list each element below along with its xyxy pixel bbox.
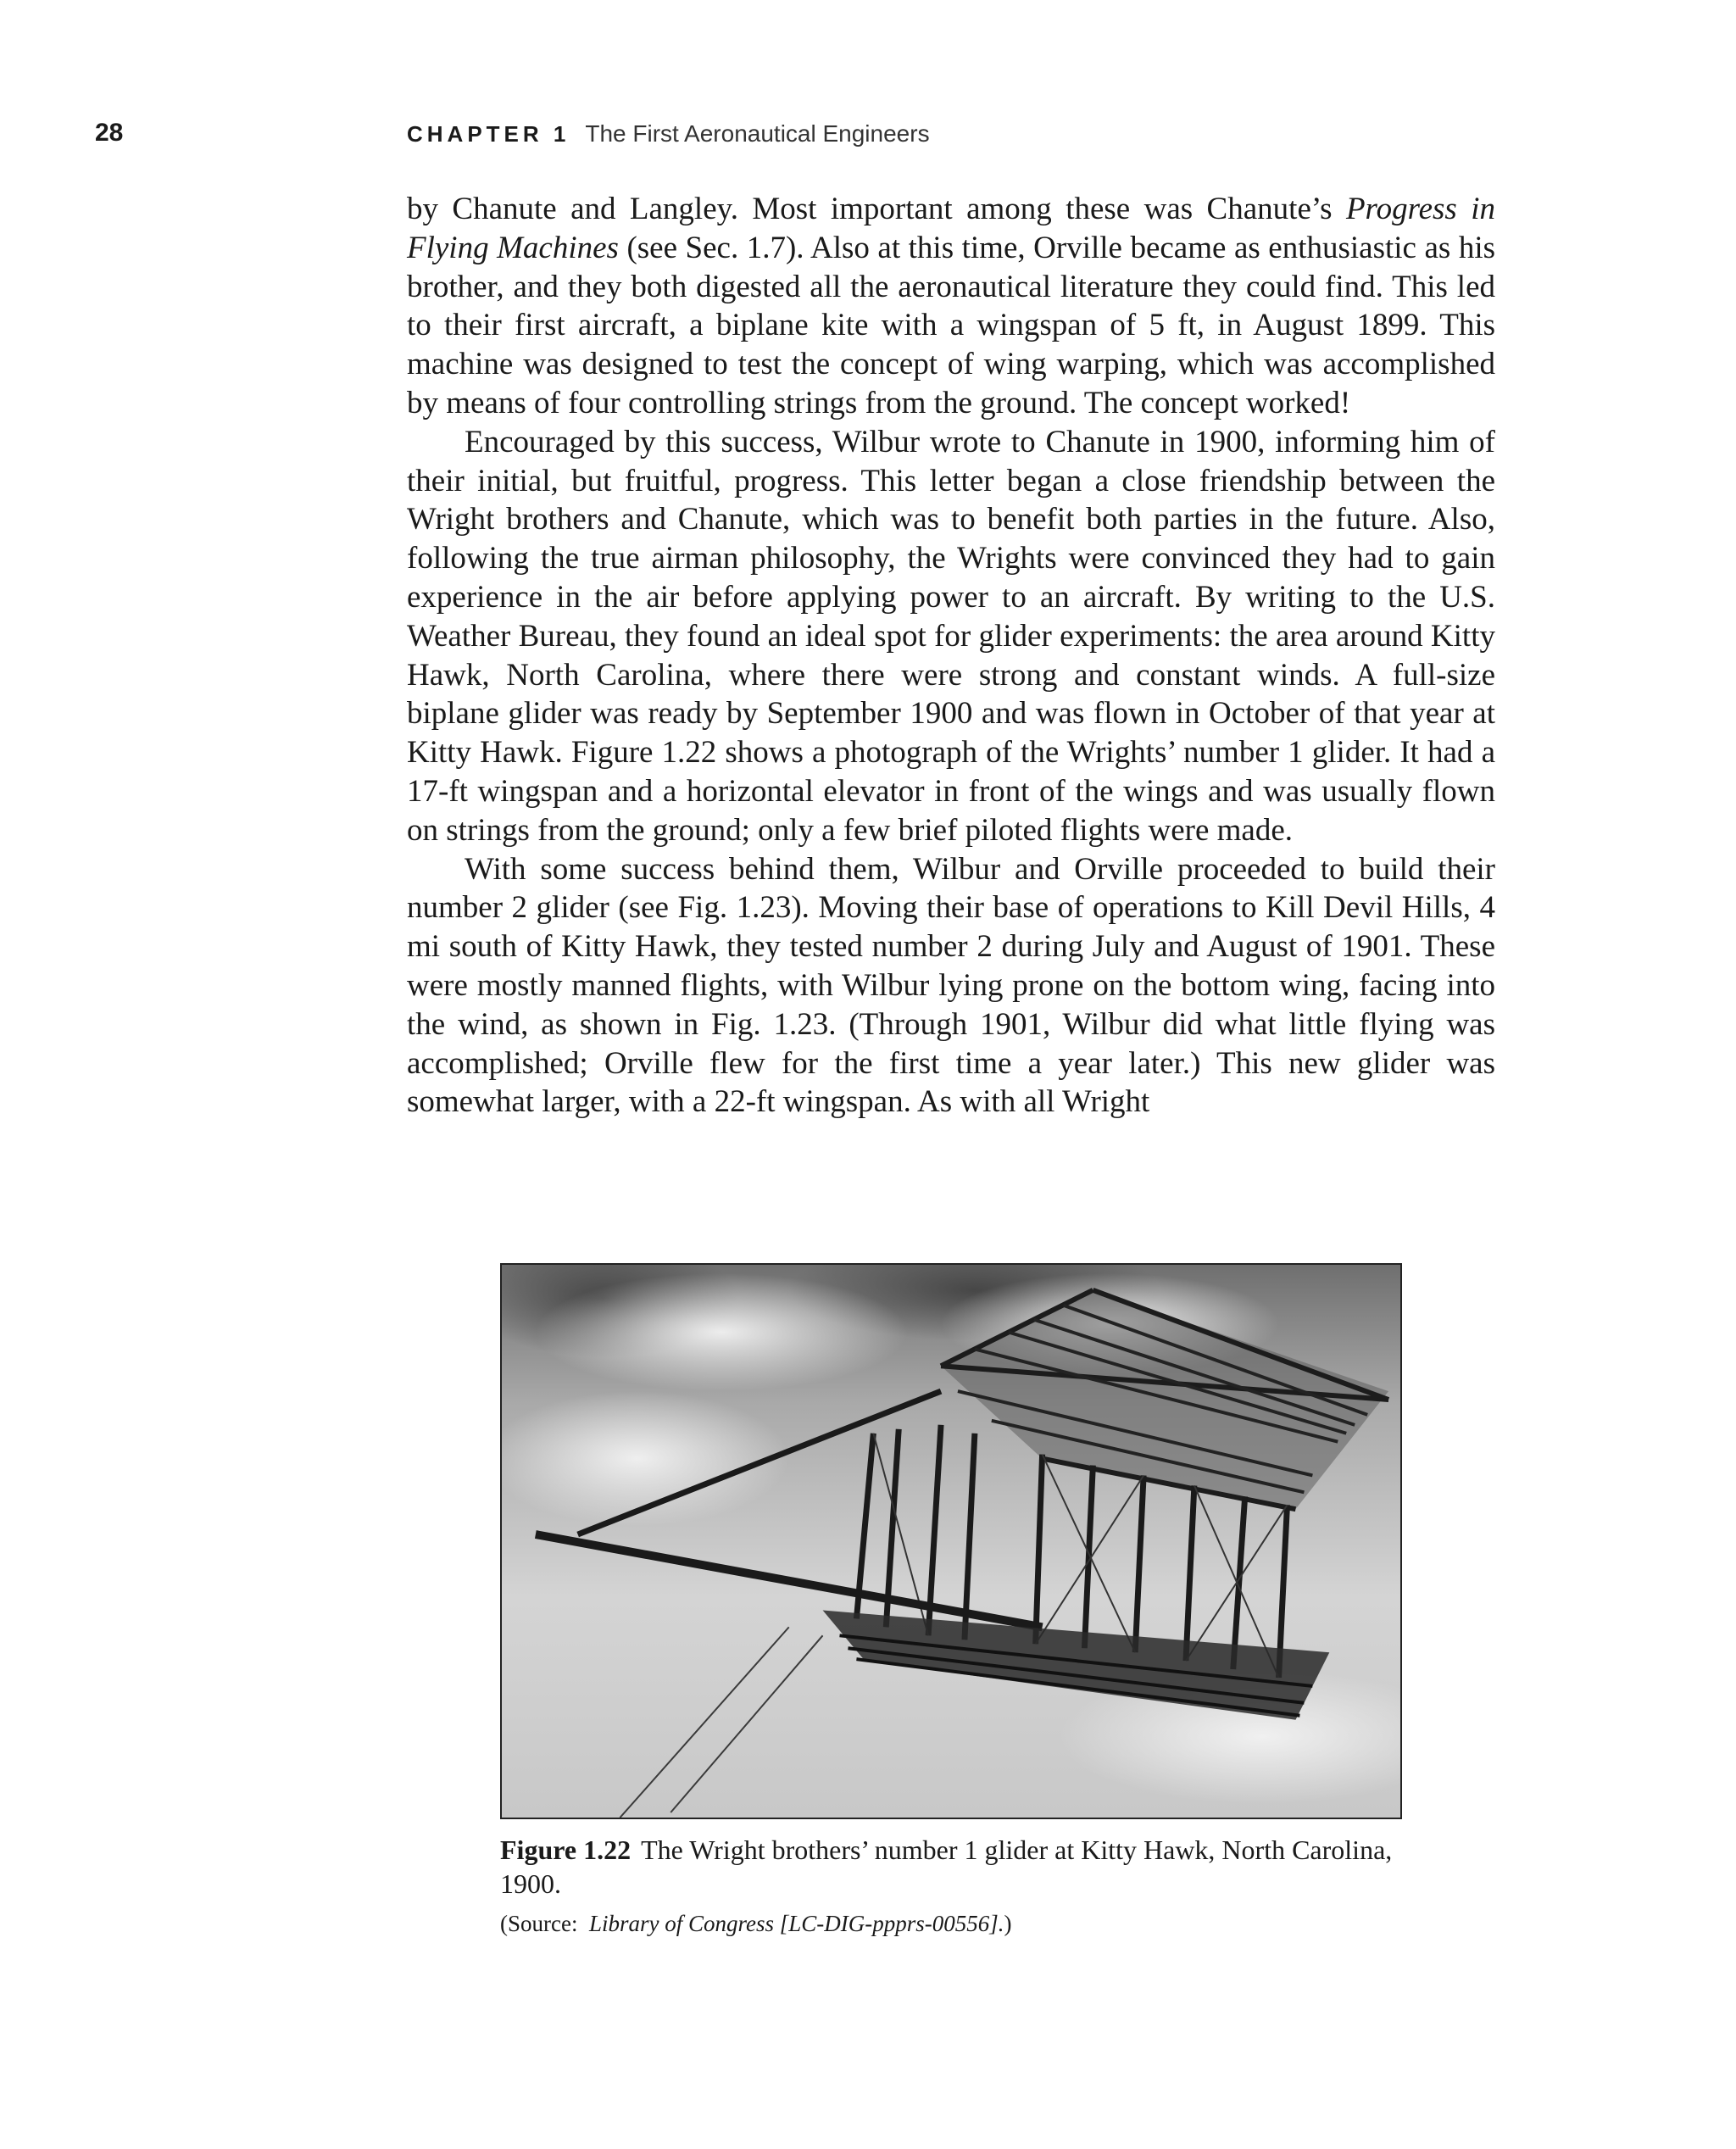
source-citation: Library of Congress [LC-DIG-ppprs-00556].: [588, 1911, 1004, 1936]
book-title: Progress in Flying Machines: [407, 192, 1495, 265]
running-head: [407, 120, 930, 148]
chapter-title: The First Aeronautical Engineers: [585, 120, 930, 147]
figure-photo-glider: [500, 1263, 1402, 1819]
source-prefix: (Source:: [500, 1911, 578, 1936]
paragraph-3: With some success behind them, Wilbur and Orville proceeded to build their number 2 glider (see Fig. 1.23). Moving their base of operations to Kill Devil Hills, 4 mi south of Kitty Hawk, they tested number 2 during July and August of 1901. These were mostly manned flights, with Wilbur lying prone on the bottom wing, facing into the wind, as shown in Fig. 1.23. (Through 1901, Wilbur did what little flying was accomplished; Orville flew for the first time a year later.) This new glider was somewhat larger, with a 22-ft wingspan. As with all Wright: [407, 851, 1495, 1120]
page-number: 28: [95, 119, 124, 147]
source-suffix: ): [1004, 1911, 1012, 1936]
body-text: [407, 190, 1495, 1122]
glider-photo: [502, 1265, 1400, 1818]
figure-caption-text: The Wright brothers’ number 1 glider at Kitty Hawk, North Carolina, 1900.: [500, 1834, 1393, 1899]
figure-label: Figure 1.22: [500, 1834, 632, 1865]
figure-source: [500, 1911, 1402, 1937]
paragraph-1-text-b: (see Sec. 1.7). Also at this time, Orville became as enthusiastic as his brother, and they both digested all the aeronautical literature they could find. This led to their first aircraft, a biplane kite with a wingspan of 5 ft, in August 1899. This machine was designed to test the concept of wing warping, which was accomplished by means of four controlling strings from the ground. The concept worked!: [407, 230, 1495, 420]
chapter-label: CHAPTER 1: [407, 121, 570, 147]
paragraph-1: [407, 190, 1495, 423]
paragraph-2: Encouraged by this success, Wilbur wrote to Chanute in 1900, informing him of their initial, but fruitful, progress. This letter began a close friendship between the Wright brothers and Chanute, which was to benefit both parties in the future. Also, following the true airman philosophy, the Wrights were convinced they had to gain experience in the air before applying power to an aircraft. By writing to the U.S. Weather Bureau, they found an ideal spot for glider experiments: the area around Kitty Hawk, North Carolina, where there were strong and constant winds. A full-size biplane glider was ready by September 1900 and was flown in October of that year at Kitty Hawk. Figure 1.22 shows a photograph of the Wrights’ number 1 glider. It had a 17-ft wingspan and a horizontal elevator in front of the wings and was usually flown on strings from the ground; only a few brief piloted flights were made.: [407, 424, 1495, 848]
figure-caption: [500, 1833, 1402, 1901]
paragraph-1-text-a: by Chanute and Langley. Most important among these was Chanute’s: [407, 192, 1346, 226]
